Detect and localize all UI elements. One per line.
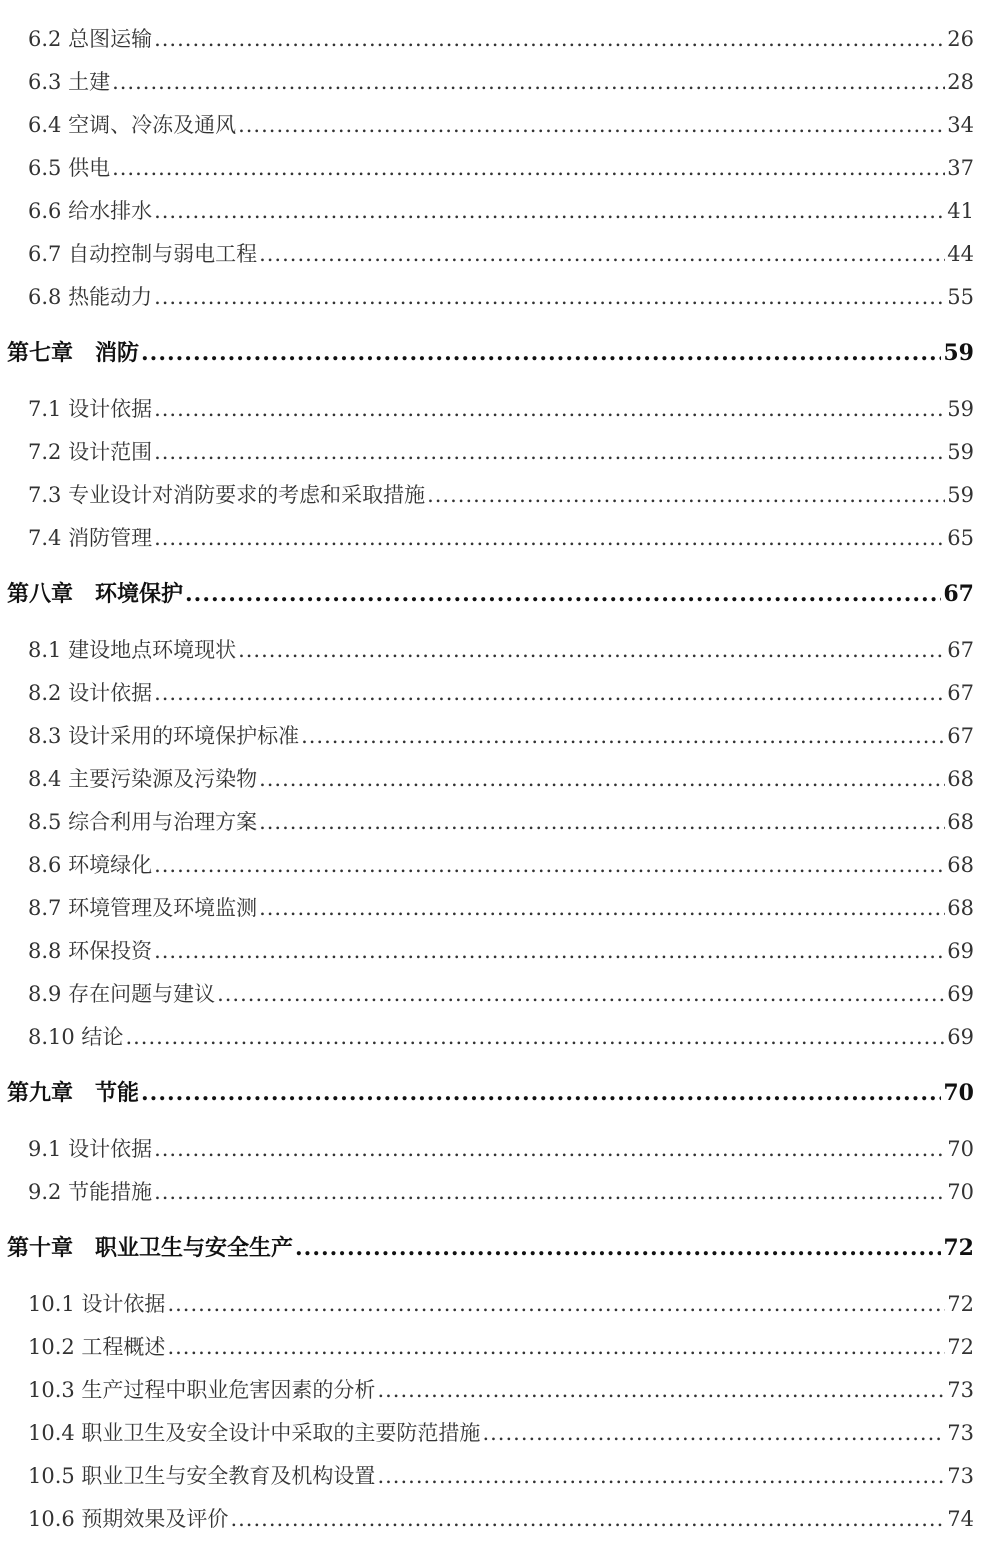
toc-entry-page: 37 [947,156,974,180]
toc-entry-7-2[interactable] [28,435,974,469]
toc-entry-10-2[interactable] [28,1330,974,1364]
toc-entry-7-4[interactable] [28,521,974,555]
toc-chapter-7[interactable] [7,336,974,370]
toc-entry-page: 69 [947,982,974,1006]
toc-entry-page: 73 [947,1378,974,1402]
dot-leader [154,1132,945,1166]
dot-leader [154,22,945,56]
toc-chapter-page: 67 [943,581,974,607]
toc-entry-page: 70 [947,1180,974,1204]
toc-entry-label: 6.2 总图运输 [28,27,153,51]
toc-chapter-8[interactable] [7,577,974,611]
dot-leader [185,577,941,611]
dot-leader [217,977,945,1011]
toc-entry-label: 8.1 建设地点环境现状 [28,638,237,662]
dot-leader [259,237,945,271]
dot-leader [259,762,945,796]
toc-entry-label: 6.7 自动控制与弱电工程 [28,242,258,266]
toc-entry-label: 6.3 土建 [28,70,111,94]
toc-entry-page: 69 [947,1025,974,1049]
dot-leader [125,1020,945,1054]
toc-entry-label: 7.3 专业设计对消防要求的考虑和采取措施 [28,483,426,507]
toc-entry-label: 9.2 节能措施 [28,1180,153,1204]
toc-entry-label: 8.8 环保投资 [28,939,153,963]
toc-entry-6-7[interactable] [28,237,974,271]
toc-entry-page: 67 [947,638,974,662]
dot-leader [112,151,945,185]
dot-leader [167,1330,945,1364]
dot-leader [427,478,945,512]
toc-chapter-page: 72 [943,1235,974,1261]
toc-entry-page: 67 [947,681,974,705]
toc-entry-8-4[interactable] [28,762,974,796]
toc-entry-label: 8.3 设计采用的环境保护标准 [28,724,300,748]
toc-chapter-label: 第八章 环境保护 [7,581,184,607]
toc-entry-label: 8.2 设计依据 [28,681,153,705]
toc-entry-6-5[interactable] [28,151,974,185]
toc-entry-page: 28 [947,70,974,94]
toc-entry-label: 8.4 主要污染源及污染物 [28,767,258,791]
toc-entry-8-10[interactable] [28,1020,974,1054]
toc-entry-page: 72 [947,1335,974,1359]
toc-entry-6-4[interactable] [28,108,974,142]
toc-entry-page: 69 [947,939,974,963]
toc-entry-10-6[interactable] [28,1502,974,1536]
toc-entry-label: 7.4 消防管理 [28,526,153,550]
toc-entry-page: 68 [947,810,974,834]
toc-entry-label: 8.6 环境绿化 [28,853,153,877]
toc-entry-9-2[interactable] [28,1175,974,1209]
toc-entry-label: 10.5 职业卫生与安全教育及机构设置 [28,1464,376,1488]
toc-entry-page: 68 [947,896,974,920]
toc-chapter-9[interactable] [7,1076,974,1110]
toc-entry-label: 10.2 工程概述 [28,1335,166,1359]
toc-entry-8-5[interactable] [28,805,974,839]
toc-entry-page: 70 [947,1137,974,1161]
toc-entry-6-3[interactable] [28,65,974,99]
dot-leader [295,1231,941,1265]
toc-entry-label: 10.4 职业卫生及安全设计中采取的主要防范措施 [28,1421,481,1445]
dot-leader [230,1502,945,1536]
toc-entry-label: 10.6 预期效果及评价 [28,1507,229,1531]
dot-leader [154,934,945,968]
toc-entry-label: 6.4 空调、冷冻及通风 [28,113,237,137]
toc-entry-6-6[interactable] [28,194,974,228]
dot-leader [154,848,945,882]
toc-entry-page: 73 [947,1464,974,1488]
toc-entry-label: 9.1 设计依据 [28,1137,153,1161]
dot-leader [238,633,945,667]
toc-entry-page: 72 [947,1292,974,1316]
toc-entry-page: 74 [947,1507,974,1531]
toc-entry-8-2[interactable] [28,676,974,710]
toc-entry-8-7[interactable] [28,891,974,925]
toc-entry-10-5[interactable] [28,1459,974,1493]
toc-entry-10-1[interactable] [28,1287,974,1321]
dot-leader [112,65,945,99]
toc-entry-9-1[interactable] [28,1132,974,1166]
toc-entry-page: 73 [947,1421,974,1445]
toc-chapter-page: 70 [943,1080,974,1106]
dot-leader [154,392,945,426]
dot-leader [154,280,945,314]
toc-entry-8-9[interactable] [28,977,974,1011]
toc-entry-label: 7.2 设计范围 [28,440,153,464]
toc-entry-8-8[interactable] [28,934,974,968]
toc-entry-page: 68 [947,853,974,877]
toc-entry-8-1[interactable] [28,633,974,667]
dot-leader [259,891,945,925]
toc-entry-page: 67 [947,724,974,748]
toc-entry-label: 6.5 供电 [28,156,111,180]
toc-entry-page: 26 [947,27,974,51]
toc-entry-page: 59 [947,440,974,464]
toc-entry-page: 65 [947,526,974,550]
dot-leader [377,1459,945,1493]
toc-entry-8-3[interactable] [28,719,974,753]
toc-entry-10-3[interactable] [28,1373,974,1407]
toc-chapter-label: 第九章 节能 [7,1080,140,1106]
dot-leader [167,1287,945,1321]
toc-entry-6-2[interactable] [28,22,974,56]
toc-chapter-page: 59 [943,340,974,366]
toc-chapter-label: 第十章 职业卫生与安全生产 [7,1235,294,1261]
dot-leader [141,1076,941,1110]
toc-entry-page: 59 [947,397,974,421]
toc-chapter-label: 第七章 消防 [7,340,140,366]
toc-entry-6-8[interactable] [28,280,974,314]
toc-entry-label: 10.1 设计依据 [28,1292,166,1316]
dot-leader [141,336,941,370]
dot-leader [154,1175,945,1209]
dot-leader [154,194,945,228]
toc-entry-label: 10.3 生产过程中职业危害因素的分析 [28,1378,376,1402]
toc-entry-page: 55 [947,285,974,309]
dot-leader [377,1373,945,1407]
dot-leader [259,805,945,839]
toc-entry-label: 8.10 结论 [28,1025,124,1049]
toc-entry-10-4[interactable] [28,1416,974,1450]
toc-entry-page: 59 [947,483,974,507]
toc-entry-8-6[interactable] [28,848,974,882]
dot-leader [154,676,945,710]
toc-entry-page: 34 [947,113,974,137]
dot-leader [482,1416,945,1450]
dot-leader [154,521,945,555]
toc-entry-page: 44 [947,242,974,266]
toc-entry-page: 68 [947,767,974,791]
toc-entry-label: 8.9 存在问题与建议 [28,982,216,1006]
toc-entry-label: 6.8 热能动力 [28,285,153,309]
toc-entry-7-3[interactable] [28,478,974,512]
dot-leader [301,719,945,753]
toc-entry-label: 6.6 给水排水 [28,199,153,223]
dot-leader [238,108,945,142]
toc-entry-label: 8.5 综合利用与治理方案 [28,810,258,834]
toc-chapter-10[interactable] [7,1231,974,1265]
toc-entry-label: 8.7 环境管理及环境监测 [28,896,258,920]
toc-entry-7-1[interactable] [28,392,974,426]
toc-entry-page: 41 [947,199,974,223]
dot-leader [154,435,945,469]
toc-entry-label: 7.1 设计依据 [28,397,153,421]
